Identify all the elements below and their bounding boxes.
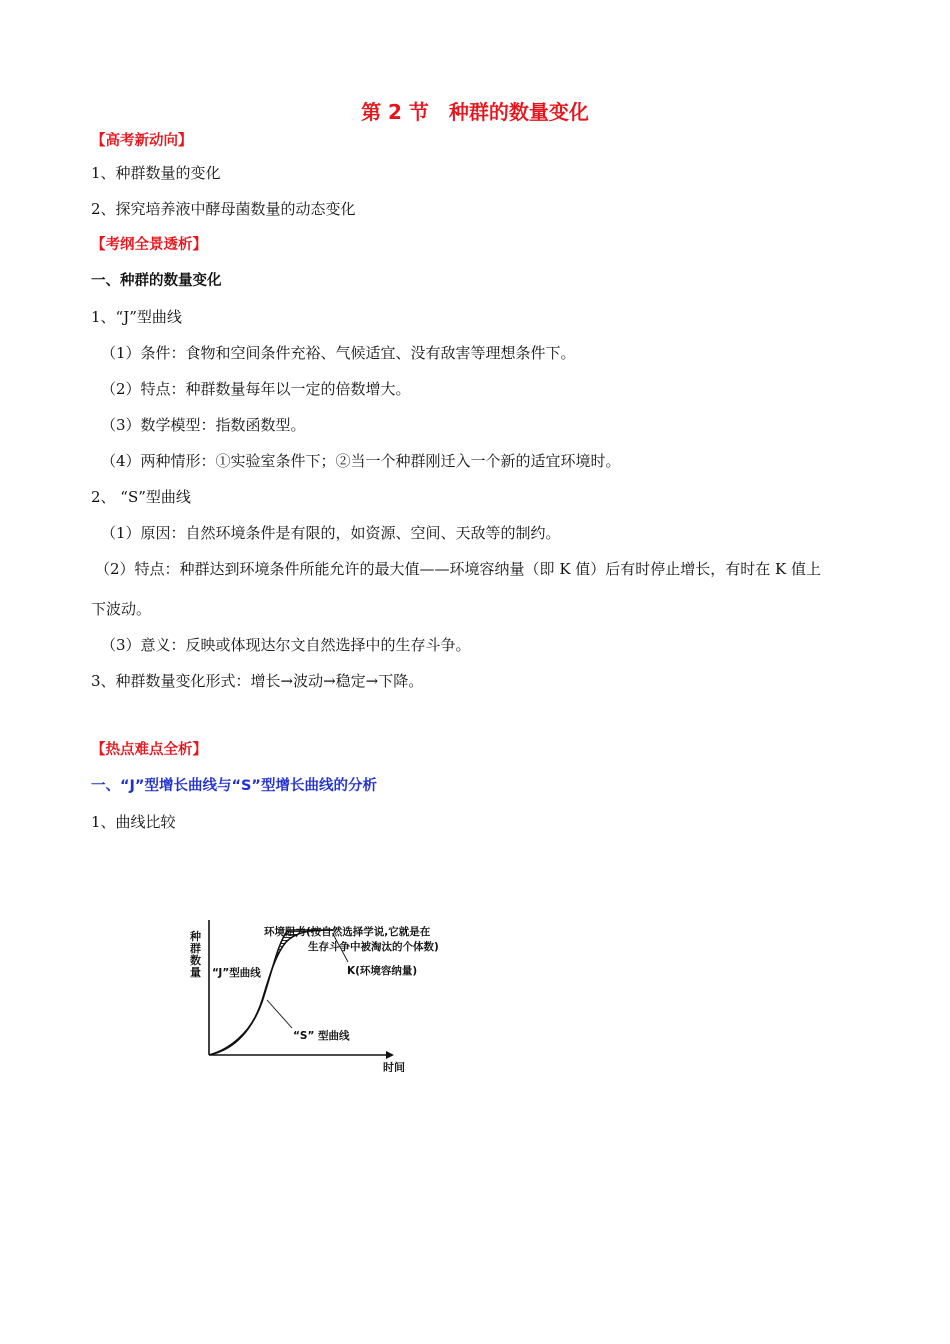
subheading-s-curve: 2、 “S”型曲线 [91, 488, 191, 506]
list-item: 2、探究培养液中酵母菌数量的动态变化 [91, 200, 356, 218]
population-growth-diagram [188, 912, 488, 1072]
subheading-j-curve: 1、“J”型曲线 [91, 308, 182, 326]
y-axis-label-char: 群 [190, 942, 201, 955]
list-item: （4）两种情形：①实验室条件下；②当一个种群刚迁入一个新的适宜环境时。 [101, 452, 621, 470]
x-axis-label: 时间 [383, 1061, 405, 1072]
y-axis-label [189, 929, 201, 979]
y-axis-label-char: 数 [190, 954, 201, 967]
list-item: （2）特点：种群数量每年以一定的倍数增大。 [101, 380, 411, 398]
part-heading: 一、种群的数量变化 [91, 273, 222, 289]
resistance-label-line2: 生存斗争中被淘汰的个体数) [308, 941, 439, 953]
section-heading-outline: 【考纲全景透析】 [91, 237, 207, 253]
section-heading-exam-trend: 【高考新动向】 [91, 133, 193, 149]
s-leader-line [267, 1000, 292, 1028]
list-item-continuation: 下波动。 [91, 600, 152, 618]
list-item: （3）数学模型：指数函数型。 [101, 416, 306, 434]
y-axis-label-char: 种 [190, 930, 201, 943]
subheading-curve-compare: 1、曲线比较 [91, 813, 176, 831]
list-item: 3、种群数量变化形式：增长→波动→稳定→下降。 [91, 672, 424, 690]
list-item: （3）意义：反映或体现达尔文自然选择中的生存斗争。 [101, 636, 471, 654]
list-item: 1、种群数量的变化 [91, 164, 221, 182]
j-curve-label: “J”型曲线 [212, 967, 261, 979]
k-label: K(环境容纳量) [347, 965, 418, 977]
j-curve [209, 930, 288, 1055]
page-title: 第 2 节 种群的数量变化 [361, 100, 589, 124]
x-axis-arrow [386, 1051, 394, 1059]
y-axis-label-char: 量 [190, 966, 201, 979]
list-item: （2）特点：种群达到环境条件所能允许的最大值——环境容纳量（即 K 值）后有时停止增长，有时在 K 值上 [95, 560, 822, 578]
s-curve-label: “S” 型曲线 [293, 1030, 350, 1042]
list-item: （1）条件：食物和空间条件充裕、气候适宜、没有敌害等理想条件下。 [101, 344, 576, 362]
resistance-label-line1: 环境阻力(按自然选择学说,它就是在 [264, 926, 431, 938]
section-heading-hot-points: 【热点难点全析】 [91, 742, 207, 758]
list-item: （1）原因：自然环境条件是有限的，如资源、空间、天敌等的制约。 [101, 524, 561, 542]
part-heading-curve-analysis: 一、“J”型增长曲线与“S”型增长曲线的分析 [91, 778, 377, 794]
